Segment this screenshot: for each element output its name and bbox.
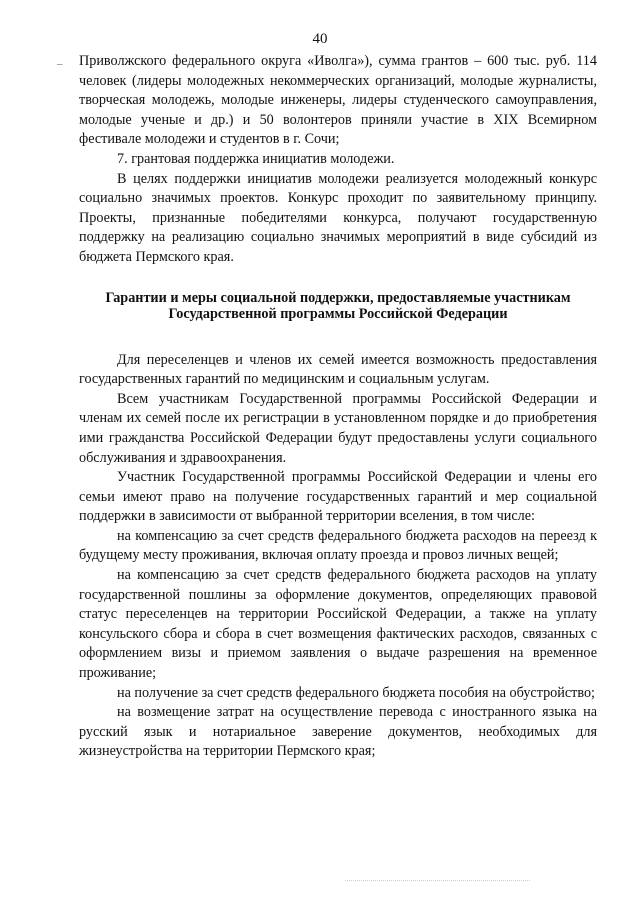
list-item-translation-reimbursement: на возмещение затрат на осуществление перевода с иностранного языка на русский язык и нотариальное заверение документов, необходимых для жизнеустройства на территории Пермского края; (79, 704, 597, 760)
list-item-settlement-allowance: на получение за счет средств федерального бюджета пособия на обустройство; (117, 684, 595, 701)
margin-mark: – (57, 58, 63, 70)
paragraph-social-services: Всем участникам Государственной программы Российской Федерации и членам их семей после их регистрации в установленном порядке и до приобретения ими гражданства Российской Федерации будут предоставлены услуги социального обслуживания и здравоохранения. (79, 390, 597, 466)
document-body (79, 52, 597, 762)
paragraph-grant-continuation: Приволжского федерального округа «Иволга»), сумма грантов – 600 тыс. руб. 114 человек (лидеры молодежных некоммерческих организаций, молодые журналисты, творческая молодежь, молодые инженеры, лидеры студенческого самоуправления, молодые ученые и др.) и 50 волонтеров приняли участие в XIX Всемирном фестивале молодежи и студентов в г. Сочи; (79, 53, 597, 148)
paragraph-rights-list-intro: Участник Государственной программы Российской Федерации и члены его семьи имеют право на получение государственных гарантий и мер социальной поддержки в зависимости от выбранной территории вселения, в том числе: (79, 469, 597, 525)
page-number: 40 (312, 31, 328, 47)
section-heading: Гарантии и меры социальной поддержки, предоставляемые участникам Государственной программы Российской Федерации (105, 289, 571, 322)
paragraph-grant-support-item: 7. грантовая поддержка инициатив молодежи. (117, 150, 395, 167)
paragraph-youth-contest: В целях поддержки инициатив молодежи реализуется молодежный конкурс социально значимых проектов. Конкурс проходит по заявительному принципу. Проекты, признанные победителями конкурса, получают государственную поддержку на реализацию социально значимых мероприятий в виде субсидий из бюджета Пермского края. (79, 170, 597, 265)
paragraph-guarantees-intro: Для переселенцев и членов их семей имеется возможность предоставления государственных гарантий по медицинским и социальным услугам. (79, 351, 597, 388)
list-item-relocation-compensation: на компенсацию за счет средств федерального бюджета расходов на переезд к будущему месту проживания, включая оплату проезда и провоз личных вещей; (79, 527, 597, 564)
faint-footer-trace (345, 880, 530, 882)
list-item-fee-compensation: на компенсацию за счет средств федерального бюджета расходов на уплату государственной пошлины за оформление документов, определяющих правовой статус переселенцев на территории Российской Федерации, а также на уплату консульского сбора и сбора в счет возмещения фактических расходов, связанных с оформлением визы и приемом заявления о выдаче разрешения на временное проживание; (79, 567, 597, 682)
